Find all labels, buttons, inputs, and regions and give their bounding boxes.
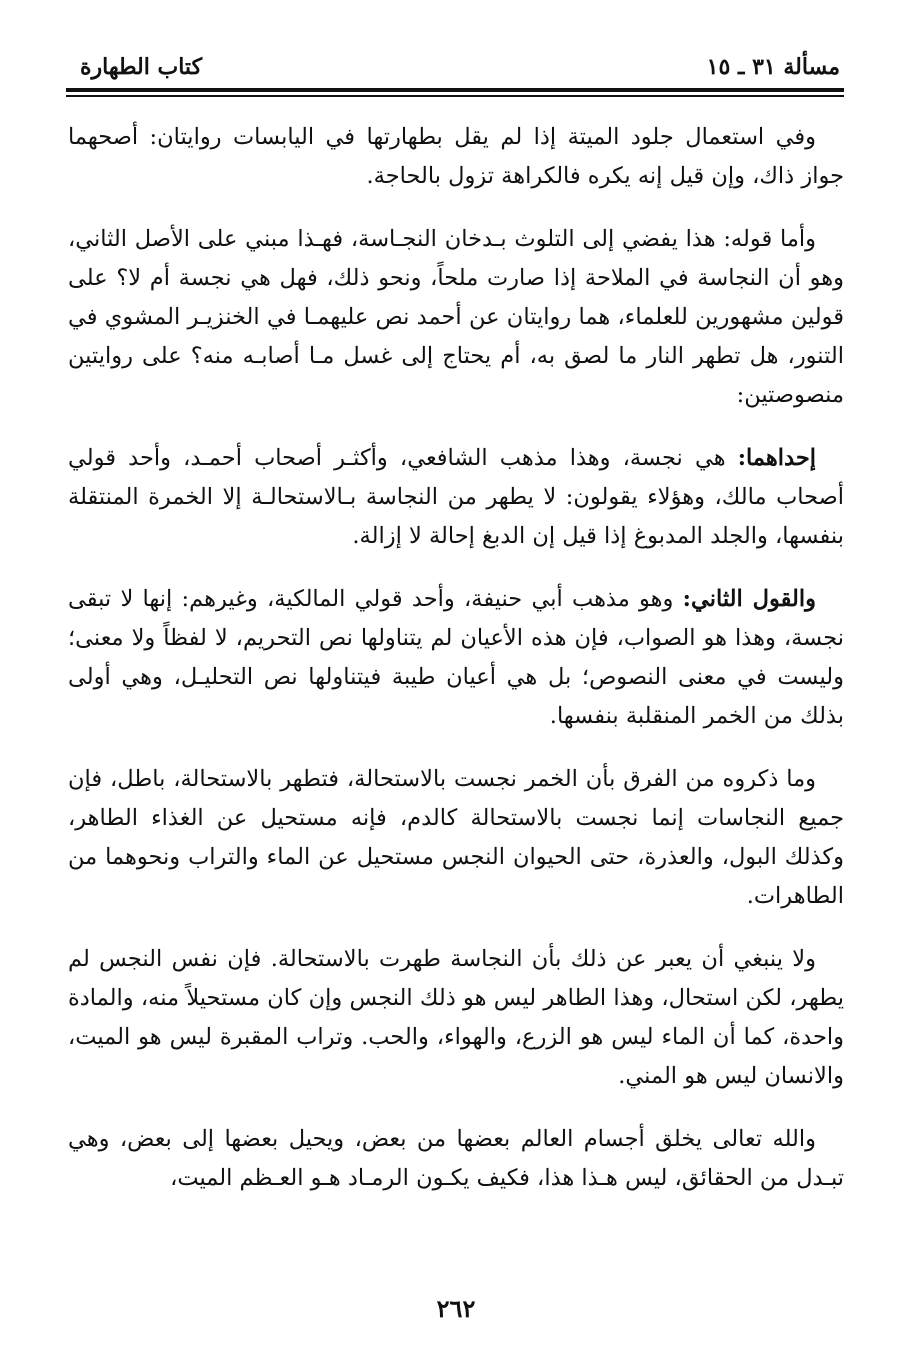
page-number: ٢٦٢ bbox=[436, 1294, 476, 1323]
running-header bbox=[70, 48, 840, 88]
paragraph-text: وأما قوله: هذا يفضي إلى التلوث بـدخان النجـاسة، فهـذا مبني على الأصل الثاني، وهو أن النجاسة في الملاحة إذا صارت ملحاً، ونحو ذلك، فهل هي نجسة أم لا؟ على قولين مشهورين للعلماء، هما روايتان عن أحمد نص عليهمـا في الخنزيـر المشوي في التنور، هل تطهر النار ما لصق به، أم يحتاج إلى غسل مـا أصابـه منه؟ على روايتين منصوصتين: bbox=[68, 226, 844, 408]
paragraph-text: وفي استعمال جلود الميتة إذا لم يقل بطهارتها في اليابسات روايتان: أصحهما جواز ذاك، وإن قيل إنه يكره فالكراهة تزول بالحاجة. bbox=[68, 124, 844, 189]
paragraph bbox=[68, 439, 844, 556]
paragraph-lead: إحداهما: bbox=[737, 445, 816, 471]
issue-label: مسألة ٣١ ـ ١٥ bbox=[706, 54, 840, 80]
paragraph-text: والله تعالى يخلق أجسام العالم بعضها من بعض، ويحيل بعضها إلى بعض، وهي تبـدل من الحقائق، ليس هـذا هذا، فكيف يكـون الرمـاد هـو العـظم الميت، bbox=[68, 1126, 844, 1191]
paragraph bbox=[68, 118, 844, 196]
paragraph bbox=[68, 760, 844, 916]
paragraph-lead: والقول الثاني: bbox=[682, 586, 817, 612]
paragraph-text: وما ذكروه من الفرق بأن الخمر نجست بالاستحالة، فتطهر بالاستحالة، باطل، فإن جميع النجاسات إنما نجست بالاستحالة كالدم، فإنه مستحيل عن الغذاء الطاهر، وكذلك البول، والعذرة، حتى الحيوان النجس مستحيل عن الماء والتراب ونحوهما من الطاهرات. bbox=[68, 766, 844, 909]
body-text bbox=[68, 118, 844, 1222]
book-title: كتاب الطهارة bbox=[80, 54, 203, 80]
header-rule-thick bbox=[66, 88, 844, 92]
header-rule-thin bbox=[66, 95, 844, 97]
paragraph bbox=[68, 580, 844, 736]
paragraph-text: هي نجسة، وهذا مذهب الشافعي، وأكثـر أصحاب أحمـد، وأحد قولي أصحاب مالك، وهؤلاء يقولون: لا يطهر من النجاسة بـالاستحالـة إلا الخمرة المنتقلة بنفسها، والجلد المدبوغ إذا قيل إن الدبغ إحالة لا إزالة. bbox=[68, 445, 844, 549]
paragraph-text: وهو مذهب أبي حنيفة، وأحد قولي المالكية، وغيرهم: إنها لا تبقى نجسة، وهذا هو الصواب، فإن هذه الأعيان لم يتناولها نص التحريم، لا لفظاً ولا معنى؛ وليست في معنى النصوص؛ بل هي أعيان طيبة فيتناولها نص التحليـل، وهي أولى بذلك من الخمر المنقلبة بنفسها. bbox=[68, 586, 844, 729]
paragraph bbox=[68, 1120, 844, 1198]
paragraph bbox=[68, 940, 844, 1096]
paragraph bbox=[68, 220, 844, 415]
paragraph-text: ولا ينبغي أن يعبر عن ذلك بأن النجاسة طهرت بالاستحالة. فإن نفس النجس لم يطهر، لكن استحال، وهذا الطاهر ليس هو ذلك النجس وإن كان مستحيلاً منه، والمادة واحدة، كما أن الماء ليس هو الزرع، والهواء، والحب. وتراب المقبرة ليس هو الميت، والانسان ليس هو المني. bbox=[68, 946, 844, 1089]
